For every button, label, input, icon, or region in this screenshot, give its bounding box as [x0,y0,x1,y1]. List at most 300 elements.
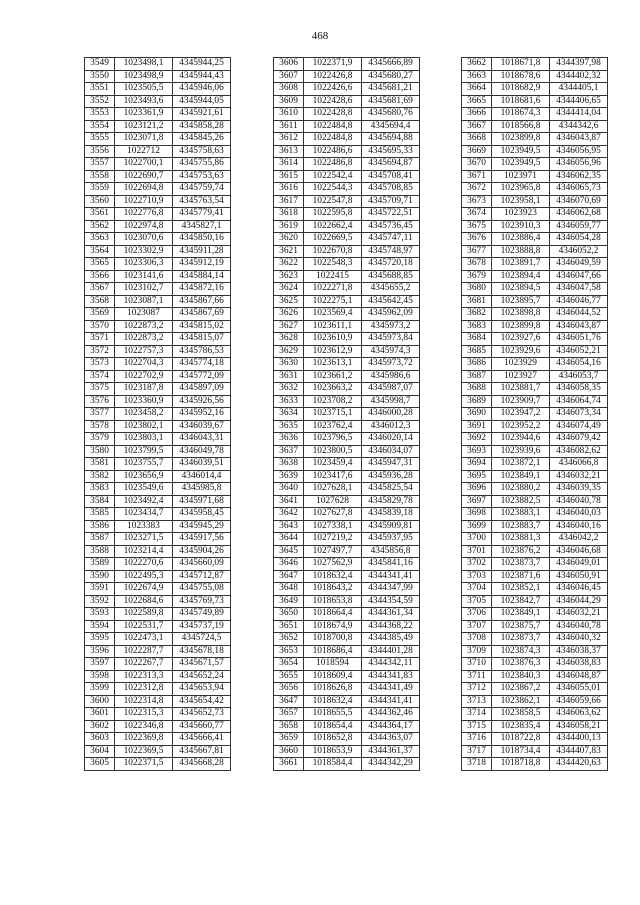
point-number-cell: 3604 [85,745,115,758]
table-row [274,295,420,308]
table-row [85,533,231,546]
point-number-cell: 3687 [462,370,492,383]
y-coordinate-cell: 4345772,09 [173,370,231,383]
table-row [85,208,231,221]
point-number-cell: 3588 [85,545,115,558]
y-coordinate-cell: 4345695,33 [362,145,420,158]
point-number-cell: 3613 [274,145,304,158]
table-row [462,95,608,108]
table-row [274,445,420,458]
y-coordinate-cell: 4345815,07 [173,333,231,346]
y-coordinate-cell: 4345755,86 [173,158,231,171]
y-coordinate-cell: 4346046,45 [550,583,608,596]
table-row [274,608,420,621]
x-coordinate-cell: 1022371,5 [115,758,173,771]
x-coordinate-cell: 1022873,2 [115,333,173,346]
point-number-cell: 3571 [85,333,115,346]
x-coordinate-cell: 1018682,9 [492,83,550,96]
point-number-cell: 3576 [85,395,115,408]
point-number-cell: 3615 [274,170,304,183]
x-coordinate-cell: 1023895,7 [492,295,550,308]
point-number-cell: 3554 [85,120,115,133]
y-coordinate-cell: 4345680,76 [362,108,420,121]
x-coordinate-cell: 1023505,5 [115,83,173,96]
point-number-cell: 3684 [462,333,492,346]
y-coordinate-cell: 4345747,11 [362,233,420,246]
point-number-cell: 3551 [85,83,115,96]
point-number-cell: 3650 [274,608,304,621]
point-number-cell: 3625 [274,295,304,308]
x-coordinate-cell: 1023882,5 [492,495,550,508]
point-number-cell: 3584 [85,495,115,508]
point-number-cell: 3694 [462,458,492,471]
y-coordinate-cell: 4345921,61 [173,108,231,121]
table-row [462,145,608,158]
point-number-cell: 3658 [274,720,304,733]
x-coordinate-cell: 1023858,5 [492,708,550,721]
x-coordinate-cell: 1023187,8 [115,383,173,396]
table-row [462,658,608,671]
point-number-cell: 3647 [274,695,304,708]
x-coordinate-cell: 1023876,2 [492,545,550,558]
x-coordinate-cell: 1023214,4 [115,545,173,558]
table-row [85,370,231,383]
table-row [462,308,608,321]
x-coordinate-cell: 1022712 [115,145,173,158]
y-coordinate-cell: 4346065,73 [550,183,608,196]
table-row [462,720,608,733]
y-coordinate-cell: 4346012,3 [362,420,420,433]
y-coordinate-cell: 4345654,42 [173,695,231,708]
point-number-cell: 3594 [85,620,115,633]
table-row [85,383,231,396]
point-number-cell: 3602 [85,720,115,733]
x-coordinate-cell: 1022548,3 [304,258,362,271]
x-coordinate-cell: 1023871,6 [492,570,550,583]
y-coordinate-cell: 4344362,46 [362,708,420,721]
table-row [462,195,608,208]
x-coordinate-cell: 1022595,8 [304,208,362,221]
y-coordinate-cell: 4345642,45 [362,295,420,308]
table-row [462,133,608,146]
x-coordinate-cell: 1023498,1 [115,58,173,71]
x-coordinate-cell: 1018671,8 [492,58,550,71]
point-number-cell: 3592 [85,595,115,608]
point-number-cell: 3587 [85,533,115,546]
x-coordinate-cell: 1022271,8 [304,283,362,296]
x-coordinate-cell: 1023611,1 [304,320,362,333]
y-coordinate-cell: 4345694,88 [362,133,420,146]
table-row [85,508,231,521]
x-coordinate-cell: 1023661,2 [304,370,362,383]
point-number-cell: 3582 [85,470,115,483]
point-number-cell: 3659 [274,733,304,746]
x-coordinate-cell: 1023663,2 [304,383,362,396]
table-row [85,645,231,658]
y-coordinate-cell: 4345652,24 [173,670,231,683]
point-number-cell: 3565 [85,258,115,271]
table-row [274,308,420,321]
table-row [274,708,420,721]
point-number-cell: 3591 [85,583,115,596]
y-coordinate-cell: 4345912,19 [173,258,231,271]
y-coordinate-cell: 4345945,29 [173,520,231,533]
x-coordinate-cell: 1022270,6 [115,558,173,571]
y-coordinate-cell: 4345884,14 [173,270,231,283]
y-coordinate-cell: 4345681,69 [362,95,420,108]
table-row [462,258,608,271]
table-row [274,570,420,583]
point-number-cell: 3701 [462,545,492,558]
y-coordinate-cell: 4345974,3 [362,345,420,358]
table-row [85,270,231,283]
table-row [85,345,231,358]
x-coordinate-cell: 1023610,9 [304,333,362,346]
table-row [462,508,608,521]
y-coordinate-cell: 4346051,76 [550,333,608,346]
y-coordinate-cell: 4345749,89 [173,608,231,621]
x-coordinate-cell: 1022486,6 [304,145,362,158]
y-coordinate-cell: 4346047,58 [550,283,608,296]
table-row [462,458,608,471]
table-row [85,720,231,733]
table-row [85,658,231,671]
point-number-cell: 3610 [274,108,304,121]
point-number-cell: 3631 [274,370,304,383]
x-coordinate-cell: 1023971 [492,170,550,183]
table-row [85,620,231,633]
point-number-cell: 3622 [274,258,304,271]
point-number-cell: 3663 [462,70,492,83]
point-number-cell: 3624 [274,283,304,296]
y-coordinate-cell: 4346046,68 [550,545,608,558]
y-coordinate-cell: 4346052,2 [550,245,608,258]
table-row [274,595,420,608]
point-number-cell: 3712 [462,683,492,696]
x-coordinate-cell: 1023883,7 [492,520,550,533]
table-row [85,633,231,646]
y-coordinate-cell: 4346044,52 [550,308,608,321]
y-coordinate-cell: 4346055,01 [550,683,608,696]
y-coordinate-cell: 4345926,56 [173,395,231,408]
y-coordinate-cell: 4345774,18 [173,358,231,371]
y-coordinate-cell: 4346058,35 [550,383,608,396]
table-row [462,183,608,196]
point-number-cell: 3599 [85,683,115,696]
x-coordinate-cell: 1023894,4 [492,270,550,283]
y-coordinate-cell: 4345653,94 [173,683,231,696]
x-coordinate-cell: 1023840,3 [492,670,550,683]
table-row [85,670,231,683]
table-row [274,120,420,133]
point-number-cell: 3700 [462,533,492,546]
x-coordinate-cell: 1023493,6 [115,95,173,108]
table-row [462,758,608,771]
point-number-cell: 3550 [85,70,115,83]
point-number-cell: 3715 [462,720,492,733]
x-coordinate-cell: 1023898,8 [492,308,550,321]
y-coordinate-cell: 4345850,16 [173,233,231,246]
y-coordinate-cell: 4345712,87 [173,570,231,583]
table-row [462,745,608,758]
table-row [462,445,608,458]
point-number-cell: 3606 [274,58,304,71]
y-coordinate-cell: 4346049,59 [550,258,608,271]
x-coordinate-cell: 1018632,4 [304,570,362,583]
x-coordinate-cell: 1022415 [304,270,362,283]
point-number-cell: 3563 [85,233,115,246]
point-number-cell: 3657 [274,708,304,721]
y-coordinate-cell: 4346039,35 [550,483,608,496]
y-coordinate-cell: 4345944,43 [173,70,231,83]
x-coordinate-cell: 1022873,2 [115,320,173,333]
y-coordinate-cell: 4344385,49 [362,633,420,646]
table-row [274,395,420,408]
point-number-cell: 3639 [274,470,304,483]
point-number-cell: 3672 [462,183,492,196]
y-coordinate-cell: 4345936,28 [362,470,420,483]
table-row [462,383,608,396]
point-number-cell: 3668 [462,133,492,146]
x-coordinate-cell: 1022542,4 [304,170,362,183]
table-row [462,120,608,133]
point-number-cell: 3686 [462,358,492,371]
point-number-cell: 3676 [462,233,492,246]
table-row [274,70,420,83]
point-number-cell: 3574 [85,370,115,383]
point-number-cell: 3640 [274,483,304,496]
y-coordinate-cell: 4345759,74 [173,183,231,196]
y-coordinate-cell: 4344361,34 [362,608,420,621]
y-coordinate-cell: 4346039,51 [173,458,231,471]
table-row [85,408,231,421]
point-number-cell: 3679 [462,270,492,283]
x-coordinate-cell: 1023876,3 [492,658,550,671]
y-coordinate-cell: 4346000,28 [362,408,420,421]
table-row [85,58,231,71]
table-row [274,758,420,771]
x-coordinate-cell: 1023762,4 [304,420,362,433]
table-row [274,370,420,383]
point-number-cell: 3562 [85,220,115,233]
y-coordinate-cell: 4345917,56 [173,533,231,546]
y-coordinate-cell: 4346040,03 [550,508,608,521]
x-coordinate-cell: 1023939,6 [492,445,550,458]
x-coordinate-cell: 1023899,8 [492,320,550,333]
point-number-cell: 3675 [462,220,492,233]
y-coordinate-cell: 4345944,25 [173,58,231,71]
y-coordinate-cell: 4345937,95 [362,533,420,546]
x-coordinate-cell: 1018594 [304,658,362,671]
y-coordinate-cell: 4344361,37 [362,745,420,758]
x-coordinate-cell: 1023958,1 [492,195,550,208]
y-coordinate-cell: 4345688,85 [362,270,420,283]
point-number-cell: 3619 [274,220,304,233]
y-coordinate-cell: 4345952,16 [173,408,231,421]
x-coordinate-cell: 1022702,9 [115,370,173,383]
point-number-cell: 3598 [85,670,115,683]
point-number-cell: 3558 [85,170,115,183]
x-coordinate-cell: 1023102,7 [115,283,173,296]
table-row [85,445,231,458]
point-number-cell: 3577 [85,408,115,421]
point-number-cell: 3570 [85,320,115,333]
x-coordinate-cell: 1023862,1 [492,695,550,708]
table-row [85,195,231,208]
y-coordinate-cell: 4345973,84 [362,333,420,346]
x-coordinate-cell: 1022589,8 [115,608,173,621]
x-coordinate-cell: 1022547,8 [304,195,362,208]
table-row [274,333,420,346]
table-row [85,495,231,508]
x-coordinate-cell: 1023929,6 [492,345,550,358]
x-coordinate-cell: 1023383 [115,520,173,533]
y-coordinate-cell: 4344406,65 [550,95,608,108]
y-coordinate-cell: 4346040,78 [550,620,608,633]
point-number-cell: 3670 [462,158,492,171]
y-coordinate-cell: 4345947,31 [362,458,420,471]
point-number-cell: 3651 [274,620,304,633]
point-number-cell: 3609 [274,95,304,108]
point-number-cell: 3616 [274,183,304,196]
table-row [85,295,231,308]
point-number-cell: 3699 [462,520,492,533]
x-coordinate-cell: 1022346,8 [115,720,173,733]
point-number-cell: 3564 [85,245,115,258]
x-coordinate-cell: 1022287,7 [115,645,173,658]
x-coordinate-cell: 1023755,7 [115,458,173,471]
point-number-cell: 3595 [85,633,115,646]
x-coordinate-cell: 1023875,7 [492,620,550,633]
y-coordinate-cell: 4346054,16 [550,358,608,371]
point-number-cell: 3655 [274,670,304,683]
x-coordinate-cell: 1018654,4 [304,720,362,733]
table-row [274,170,420,183]
table-row [462,283,608,296]
y-coordinate-cell: 4346053,7 [550,370,608,383]
table-row [274,633,420,646]
table-row [85,108,231,121]
point-number-cell: 3702 [462,558,492,571]
y-coordinate-cell: 4345779,41 [173,208,231,221]
x-coordinate-cell: 1023141,6 [115,270,173,283]
table-row [462,545,608,558]
point-number-cell: 3671 [462,170,492,183]
x-coordinate-cell: 1023873,7 [492,633,550,646]
y-coordinate-cell: 4345987,07 [362,383,420,396]
point-number-cell: 3683 [462,320,492,333]
point-number-cell: 3669 [462,145,492,158]
point-number-cell: 3623 [274,270,304,283]
point-number-cell: 3585 [85,508,115,521]
table-row [462,420,608,433]
point-number-cell: 3579 [85,433,115,446]
x-coordinate-cell: 1023881,3 [492,533,550,546]
point-number-cell: 3689 [462,395,492,408]
point-number-cell: 3664 [462,83,492,96]
y-coordinate-cell: 4345655,2 [362,283,420,296]
y-coordinate-cell: 4346034,07 [362,445,420,458]
y-coordinate-cell: 4346050,91 [550,570,608,583]
table-row [462,320,608,333]
x-coordinate-cell: 1023302,9 [115,245,173,258]
table-row [462,170,608,183]
table-row [274,645,420,658]
y-coordinate-cell: 4346063,62 [550,708,608,721]
x-coordinate-cell: 1023849,1 [492,470,550,483]
y-coordinate-cell: 4345666,41 [173,733,231,746]
point-number-cell: 3703 [462,570,492,583]
y-coordinate-cell: 4346039,67 [173,420,231,433]
table-row [85,420,231,433]
x-coordinate-cell: 1022486,8 [304,158,362,171]
point-number-cell: 3557 [85,158,115,171]
y-coordinate-cell: 4346062,35 [550,170,608,183]
page-number: 468 [311,30,329,42]
x-coordinate-cell: 1023796,5 [304,433,362,446]
table-row [274,220,420,233]
table-row [85,245,231,258]
y-coordinate-cell: 4344342,6 [550,120,608,133]
x-coordinate-cell: 1023071,8 [115,133,173,146]
y-coordinate-cell: 4344420,63 [550,758,608,771]
x-coordinate-cell: 1018653,8 [304,595,362,608]
y-coordinate-cell: 4346047,66 [550,270,608,283]
y-coordinate-cell: 4345962,09 [362,308,420,321]
point-number-cell: 3621 [274,245,304,258]
x-coordinate-cell: 1018722,8 [492,733,550,746]
table-row [462,108,608,121]
x-coordinate-cell: 1022484,8 [304,120,362,133]
x-coordinate-cell: 1022674,9 [115,583,173,596]
y-coordinate-cell: 4345709,71 [362,195,420,208]
table-row [85,570,231,583]
point-number-cell: 3549 [85,58,115,71]
point-number-cell: 3593 [85,608,115,621]
table-row [85,595,231,608]
y-coordinate-cell: 4344342,11 [362,658,420,671]
x-coordinate-cell: 1023891,7 [492,258,550,271]
y-coordinate-cell: 4346038,37 [550,645,608,658]
x-coordinate-cell: 1023498,9 [115,70,173,83]
y-coordinate-cell: 4346020,14 [362,433,420,446]
table-row [85,258,231,271]
x-coordinate-cell: 1023909,7 [492,395,550,408]
table-row [462,558,608,571]
point-number-cell: 3685 [462,345,492,358]
point-number-cell: 3603 [85,733,115,746]
y-coordinate-cell: 4345841,16 [362,558,420,571]
y-coordinate-cell: 4345958,45 [173,508,231,521]
table-row [85,708,231,721]
point-number-cell: 3653 [274,645,304,658]
point-number-cell: 3560 [85,195,115,208]
y-coordinate-cell: 4345829,78 [362,495,420,508]
y-coordinate-cell: 4344400,13 [550,733,608,746]
table-row [274,733,420,746]
x-coordinate-cell: 1022473,1 [115,633,173,646]
x-coordinate-cell: 1022670,8 [304,245,362,258]
table-row [85,470,231,483]
x-coordinate-cell: 1022371,9 [304,58,362,71]
table-row [85,583,231,596]
point-number-cell: 3718 [462,758,492,771]
y-coordinate-cell: 4344341,83 [362,670,420,683]
x-coordinate-cell: 1018718,8 [492,758,550,771]
point-number-cell: 3635 [274,420,304,433]
table-row [462,495,608,508]
table-row [85,233,231,246]
